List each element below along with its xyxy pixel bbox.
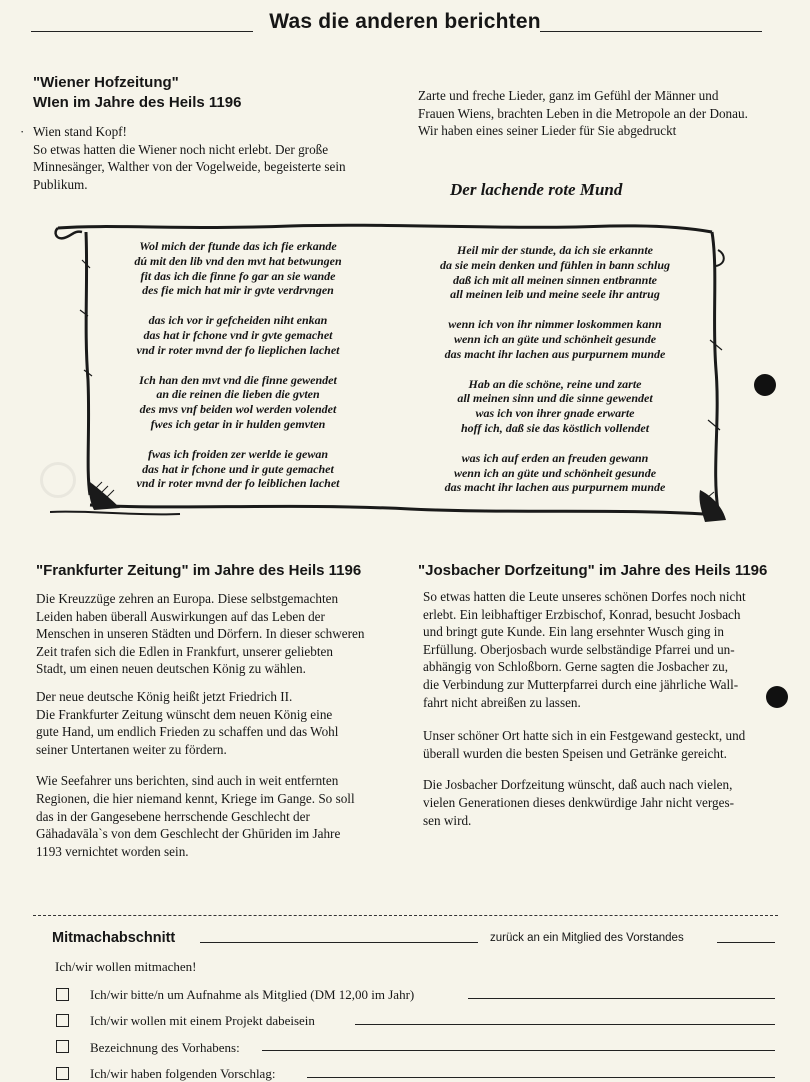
article-line: die Verbindung zur Mutterpfarrei durch eine jährliche Wall- xyxy=(423,676,739,692)
poem-line: des mvs vnf beiden wol werden volendet xyxy=(139,402,337,417)
project-name-label: Bezeichnung des Vorhabens: xyxy=(90,1040,240,1055)
cut-line xyxy=(33,915,778,916)
poem-line: das macht ihr lachen aus purpurnem munde xyxy=(444,480,666,495)
article-line: erlebt. Ein leibhaftiger Erzbischof, Konrad, besucht Josbach xyxy=(423,606,741,622)
poem-line: das hat ir fchone vnd ir gvte gemachet xyxy=(143,327,333,342)
article-line: abhängig von Schloßborn. Gerne sagten die Josbacher zu, xyxy=(423,659,729,675)
poem-line: das hat ir fchone und ir gute gemachet xyxy=(142,461,334,476)
intro-line: Zarte und freche Lieder, ganz im Gefühl der Männer und xyxy=(418,88,719,103)
poem-stanza xyxy=(98,313,378,357)
project-name-line[interactable] xyxy=(262,1050,775,1051)
project-line[interactable] xyxy=(355,1024,775,1025)
project-name-checkbox[interactable] xyxy=(56,1040,69,1053)
poem-line: wenn ich an güte und schönheit gesunde xyxy=(453,331,657,346)
page-title: Was die anderen berichten xyxy=(269,10,541,33)
frankfurter-article xyxy=(36,590,396,860)
poem-line: dú mit den lib vnd den mvt hat betwungen xyxy=(134,253,342,268)
poem-line: fwas ich froiden zer werlde ie gewan xyxy=(148,446,328,461)
poem-line: fwes ich getar in ir hulden gemvten xyxy=(150,416,326,431)
poem-stanza xyxy=(410,451,700,495)
article-line: Leiden haben überall Auswirkungen auf das Leben der xyxy=(36,608,325,624)
article-line: fahrt nicht abreißen zu lassen. xyxy=(423,694,581,710)
poem-line: all meinen leib und meine seele ihr antrug xyxy=(450,287,660,302)
poem-line: des fie mich hat mir ir gvte verdrvngen xyxy=(142,283,334,298)
paragraph xyxy=(36,590,396,678)
poem-title: Der lachende rote Mund xyxy=(450,180,623,199)
poem-line: fit das ich die finne fo gar an sie wande xyxy=(140,268,336,283)
poem-line: was ich von ihrer gnade erwarte xyxy=(475,406,635,421)
wiener-line: Publikum. xyxy=(33,176,88,192)
article-line: 1193 vernichtet worden sein. xyxy=(36,843,189,859)
project-label: Ich/wir wollen mit einem Projekt dabeisein xyxy=(90,1013,315,1028)
poem-line: Hab an die schöne, reine und zarte xyxy=(468,376,642,391)
wiener-line: So etwas hatten die Wiener noch nicht erlebt. Der große xyxy=(33,141,329,157)
article-line: Der neue deutsche König heißt jetzt Friedrich II. xyxy=(36,688,293,704)
article-line: So etwas hatten die Leute unseres schönen Dorfes noch nicht xyxy=(423,589,746,604)
article-line: Regionen, die hier niemand kennt, Kriege im Gange. So soll xyxy=(36,790,355,806)
poem-line: hoff ich, daß sie das köstlich vollendet xyxy=(460,420,650,435)
article-line: seiner Untertanen weiter zu fördern. xyxy=(36,741,227,757)
poem-line: Heil mir der stunde, da ich sie erkannte xyxy=(456,243,653,257)
article-line: vielen Generationen dieses denkwürdige Jahr nicht verges- xyxy=(423,794,735,810)
wiener-bullet: · xyxy=(20,124,25,139)
poem-original-text xyxy=(98,239,378,491)
poem-line: was ich auf erden an freuden gewann xyxy=(461,450,649,465)
poem-line: an die reinen die lieben die gvten xyxy=(156,387,320,402)
paragraph xyxy=(423,588,783,711)
punch-hole xyxy=(754,374,776,396)
wiener-title-line2: WIen im Jahre des Heils 1196 xyxy=(33,94,242,111)
article-line: Unser schöner Ort hatte sich in ein Festgewand gesteckt, und xyxy=(423,728,746,744)
article-line: Stadt, um einen neuen deutschen König zu wählen. xyxy=(36,661,306,677)
frankfurter-title: "Frankfurter Zeitung" im Jahre des Heils 1196 xyxy=(36,562,362,579)
return-note: zurück an ein Mitglied des Vorstandes xyxy=(490,932,684,944)
poem-stanza xyxy=(98,373,378,432)
intro-line: Frauen Wiens, brachten Leben in die Metropole an der Donau. xyxy=(418,105,748,121)
article-line: Die Frankfurter Zeitung wünscht dem neuen König eine xyxy=(36,706,333,722)
paragraph xyxy=(423,776,783,829)
return-note-rule xyxy=(717,942,775,943)
article-line: das in der Gangesebene herrschende Geschlecht der xyxy=(36,808,310,824)
wiener-line: Wien stand Kopf! xyxy=(33,124,127,139)
paragraph xyxy=(36,688,396,758)
poem-line: daß ich mit all meinen sinnen entbrannte xyxy=(452,272,658,287)
poem-line: Ich han den mvt vnd die finne gewendet xyxy=(139,372,337,387)
article-line: Gähadavāla`s von dem Geschlecht der Ghūriden im Jahre xyxy=(36,826,341,842)
poem-stanza xyxy=(410,377,700,436)
poem-stanza xyxy=(98,239,378,298)
form-intro: Ich/wir wollen mitmachen! xyxy=(55,959,197,974)
article-line: Menschen in unseren Städten und Dörfern. In dieser schweren xyxy=(36,626,365,642)
poem-line: das macht ihr lachen aus purpurnem munde xyxy=(444,346,666,361)
wiener-title-line1: "Wiener Hofzeitung" xyxy=(33,74,179,91)
project-checkbox[interactable] xyxy=(56,1014,69,1027)
form-title-rule xyxy=(200,942,478,943)
poem-line: vnd ir roter mvnd der fo lieplichen lachet xyxy=(136,342,340,357)
poem-stanza xyxy=(410,317,700,361)
josbacher-article xyxy=(423,588,783,829)
article-line: sen wird. xyxy=(423,812,472,828)
poem-line: wenn ich an güte und schönheit gesunde xyxy=(453,465,657,480)
article-line: Die Kreuzzüge zehren an Europa. Diese selbstgemachten xyxy=(36,591,339,606)
article-line: Wie Seefahrer uns berichten, sind auch in weit entfernten xyxy=(36,773,339,789)
article-line: Erfüllung. Oberjosbach wurde selbständige Pfarrei und un- xyxy=(423,641,735,657)
poem-line: vnd ir roter mvnd der fo leiblichen lachet xyxy=(136,476,340,491)
josbacher-title: "Josbacher Dorfzeitung" im Jahre des Heils 1196 xyxy=(418,562,768,579)
suggestion-line[interactable] xyxy=(307,1077,775,1078)
article-line: Zeit trafen sich die Edlen in Frankfurt, unserer geliebten xyxy=(36,643,333,659)
membership-line[interactable] xyxy=(468,998,775,999)
poem-line: Wol mich der ftunde das ich fie erkande xyxy=(139,239,337,253)
wiener-article xyxy=(33,123,393,193)
poem-stanza xyxy=(410,243,700,302)
article-line: gute Hand, um endlich Frieden zu schaffen und das Wohl xyxy=(36,724,339,740)
form-title: Mitmachabschnitt xyxy=(52,930,176,946)
poem-line: da sie mein denken und fühlen in bann schlug xyxy=(439,257,671,272)
membership-label: Ich/wir bitte/n um Aufnahme als Mitglied (DM 12,00 im Jahr) xyxy=(90,987,415,1002)
suggestion-checkbox[interactable] xyxy=(56,1067,69,1080)
poem-stanza xyxy=(98,447,378,491)
intro-line: Wir haben eines seiner Lieder für Sie abgedruckt xyxy=(418,123,677,139)
article-line: und bringt gute Kunde. Ein lang ersehnter Wusch ging in xyxy=(423,624,725,640)
article-line: Die Josbacher Dorfzeitung wünscht, daß auch nach vielen, xyxy=(423,777,733,793)
paragraph xyxy=(36,772,396,860)
poem-line: wenn ich von ihr nimmer loskommen kann xyxy=(448,317,662,332)
suggestion-label: Ich/wir haben folgenden Vorschlag: xyxy=(90,1066,276,1081)
article-line: überall wurden die besten Speisen und Getränke gereicht. xyxy=(423,745,727,761)
poem-modern-text xyxy=(410,243,700,495)
paragraph xyxy=(423,727,783,762)
wiener-line: Minnesänger, Walther von der Vogelweide, begeisterte sein xyxy=(33,159,346,175)
membership-checkbox[interactable] xyxy=(56,988,69,1001)
poem-line: das ich vor ir gefcheiden niht enkan xyxy=(148,313,328,328)
intro-right xyxy=(418,87,788,140)
poem-line: all meinen sinn und die sinne gewendet xyxy=(457,391,653,406)
